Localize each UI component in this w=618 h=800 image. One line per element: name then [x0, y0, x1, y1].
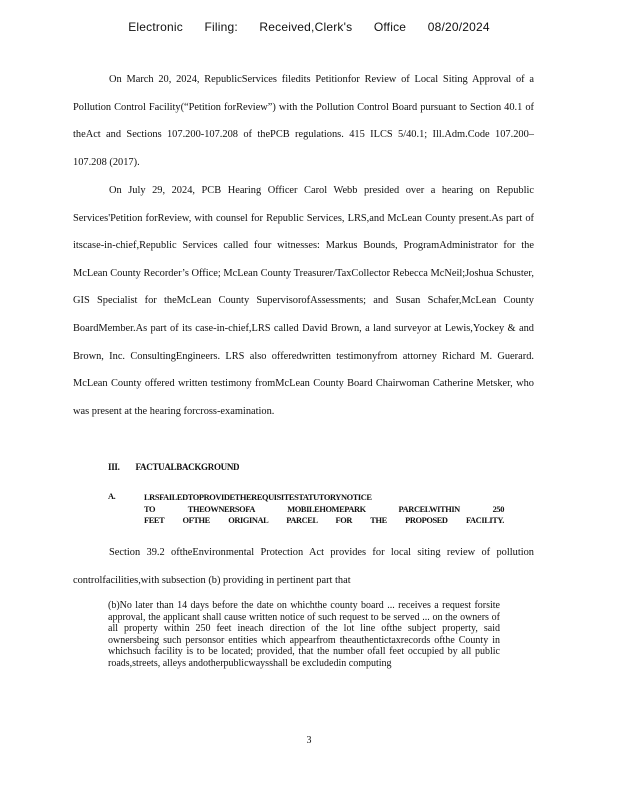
subsection-line: TO THEOWNERSOFA MOBILEHOMEPARK PARCELWITHIN 250	[144, 504, 504, 514]
header-office: Office	[373, 20, 407, 34]
section-heading	[108, 462, 239, 472]
page-number: 3	[306, 735, 312, 746]
paragraph-text: On July 29, 2024, PCB Hearing Officer Carol Webb presided over a hearing on Republic Services'Petition forReview, with counsel for Republic Services, LRS,and McLean County present.As part of itscase-in-chief,Republic Services called four witnesses: Markus Bounds, ProgramAdministrator for the McLean County Recorder’s Office; McLean County Treasurer/TaxCollector Rebecca McNeil;Joshua Schuster, GIS Specialist for theMcLean County SupervisorofAssessments; and Susan Schafer,McLean County BoardMember.As part of its case-in-chief,LRS called David Brown, a land surveyor at Lewis,Yockey & and Brown, Inc. ConsultingEngineers. LRS also offeredwritten testimonyfrom attorney Richard M. Guerard. McLean County offered written testimony fromMcLean County Board Chairwoman Catherine Metsker, who was present at the hearing forcross-examination.	[73, 185, 534, 417]
subsection-line: LRSFAILEDTOPROVIDETHEREQUISITESTATUTORYNOTICE	[144, 493, 372, 502]
paragraph-section-39-2	[73, 539, 534, 594]
paragraph-text: On March 20, 2024, RepublicServices filedits Petitionfor Review of Local Siting Approval of a Pollution Control Facility(“Petition forReview”) with the Pollution Control Board pursuant to Section 40.1 of theAct and Sections 107.200-107.208 of thePCB regulations. 415 ILCS 5/40.1; Ill.Adm.Code 107.200–107.208 (2017).	[73, 74, 534, 168]
paragraph-petition	[73, 66, 534, 176]
paragraph-text: Section 39.2 oftheEnvironmental Protection Act provides for local siting review of pollution controlfacilities,with subsection (b) providing in pertinent part that	[73, 547, 534, 586]
filing-header	[0, 20, 618, 34]
header-electronic: Electronic	[128, 20, 183, 34]
header-filing: Filing:	[204, 20, 238, 34]
subsection-title	[144, 492, 504, 527]
subsection-letter: A.	[108, 492, 116, 501]
header-received: Received,Clerk's	[259, 20, 353, 34]
section-title: FACTUALBACKGROUND	[135, 462, 240, 472]
header-date: 08/20/2024	[427, 20, 490, 34]
subsection-line: FEET OFTHE ORIGINAL PARCEL FOR THE PROPOSED FACILITY.	[144, 516, 504, 525]
block-quote	[108, 600, 500, 670]
quote-text: (b)No later than 14 days before the date on whichthe county board ... receives a request forsite approval, the applicant shall cause written notice of such request to be served ... on the owners of all property within 250 feet ineach direction of the lot line ofthe subject property, said ownersbeing such personsor entities which appearfrom theauthentictaxrecords ofthe County in whichsuch facility is to be located; provided, that the number ofall feet occupied by all public roads,streets, alleys andotherpublicwaysshall be excludedin computing	[108, 600, 500, 669]
section-number: III.	[108, 462, 120, 472]
paragraph-hearing	[73, 177, 534, 425]
